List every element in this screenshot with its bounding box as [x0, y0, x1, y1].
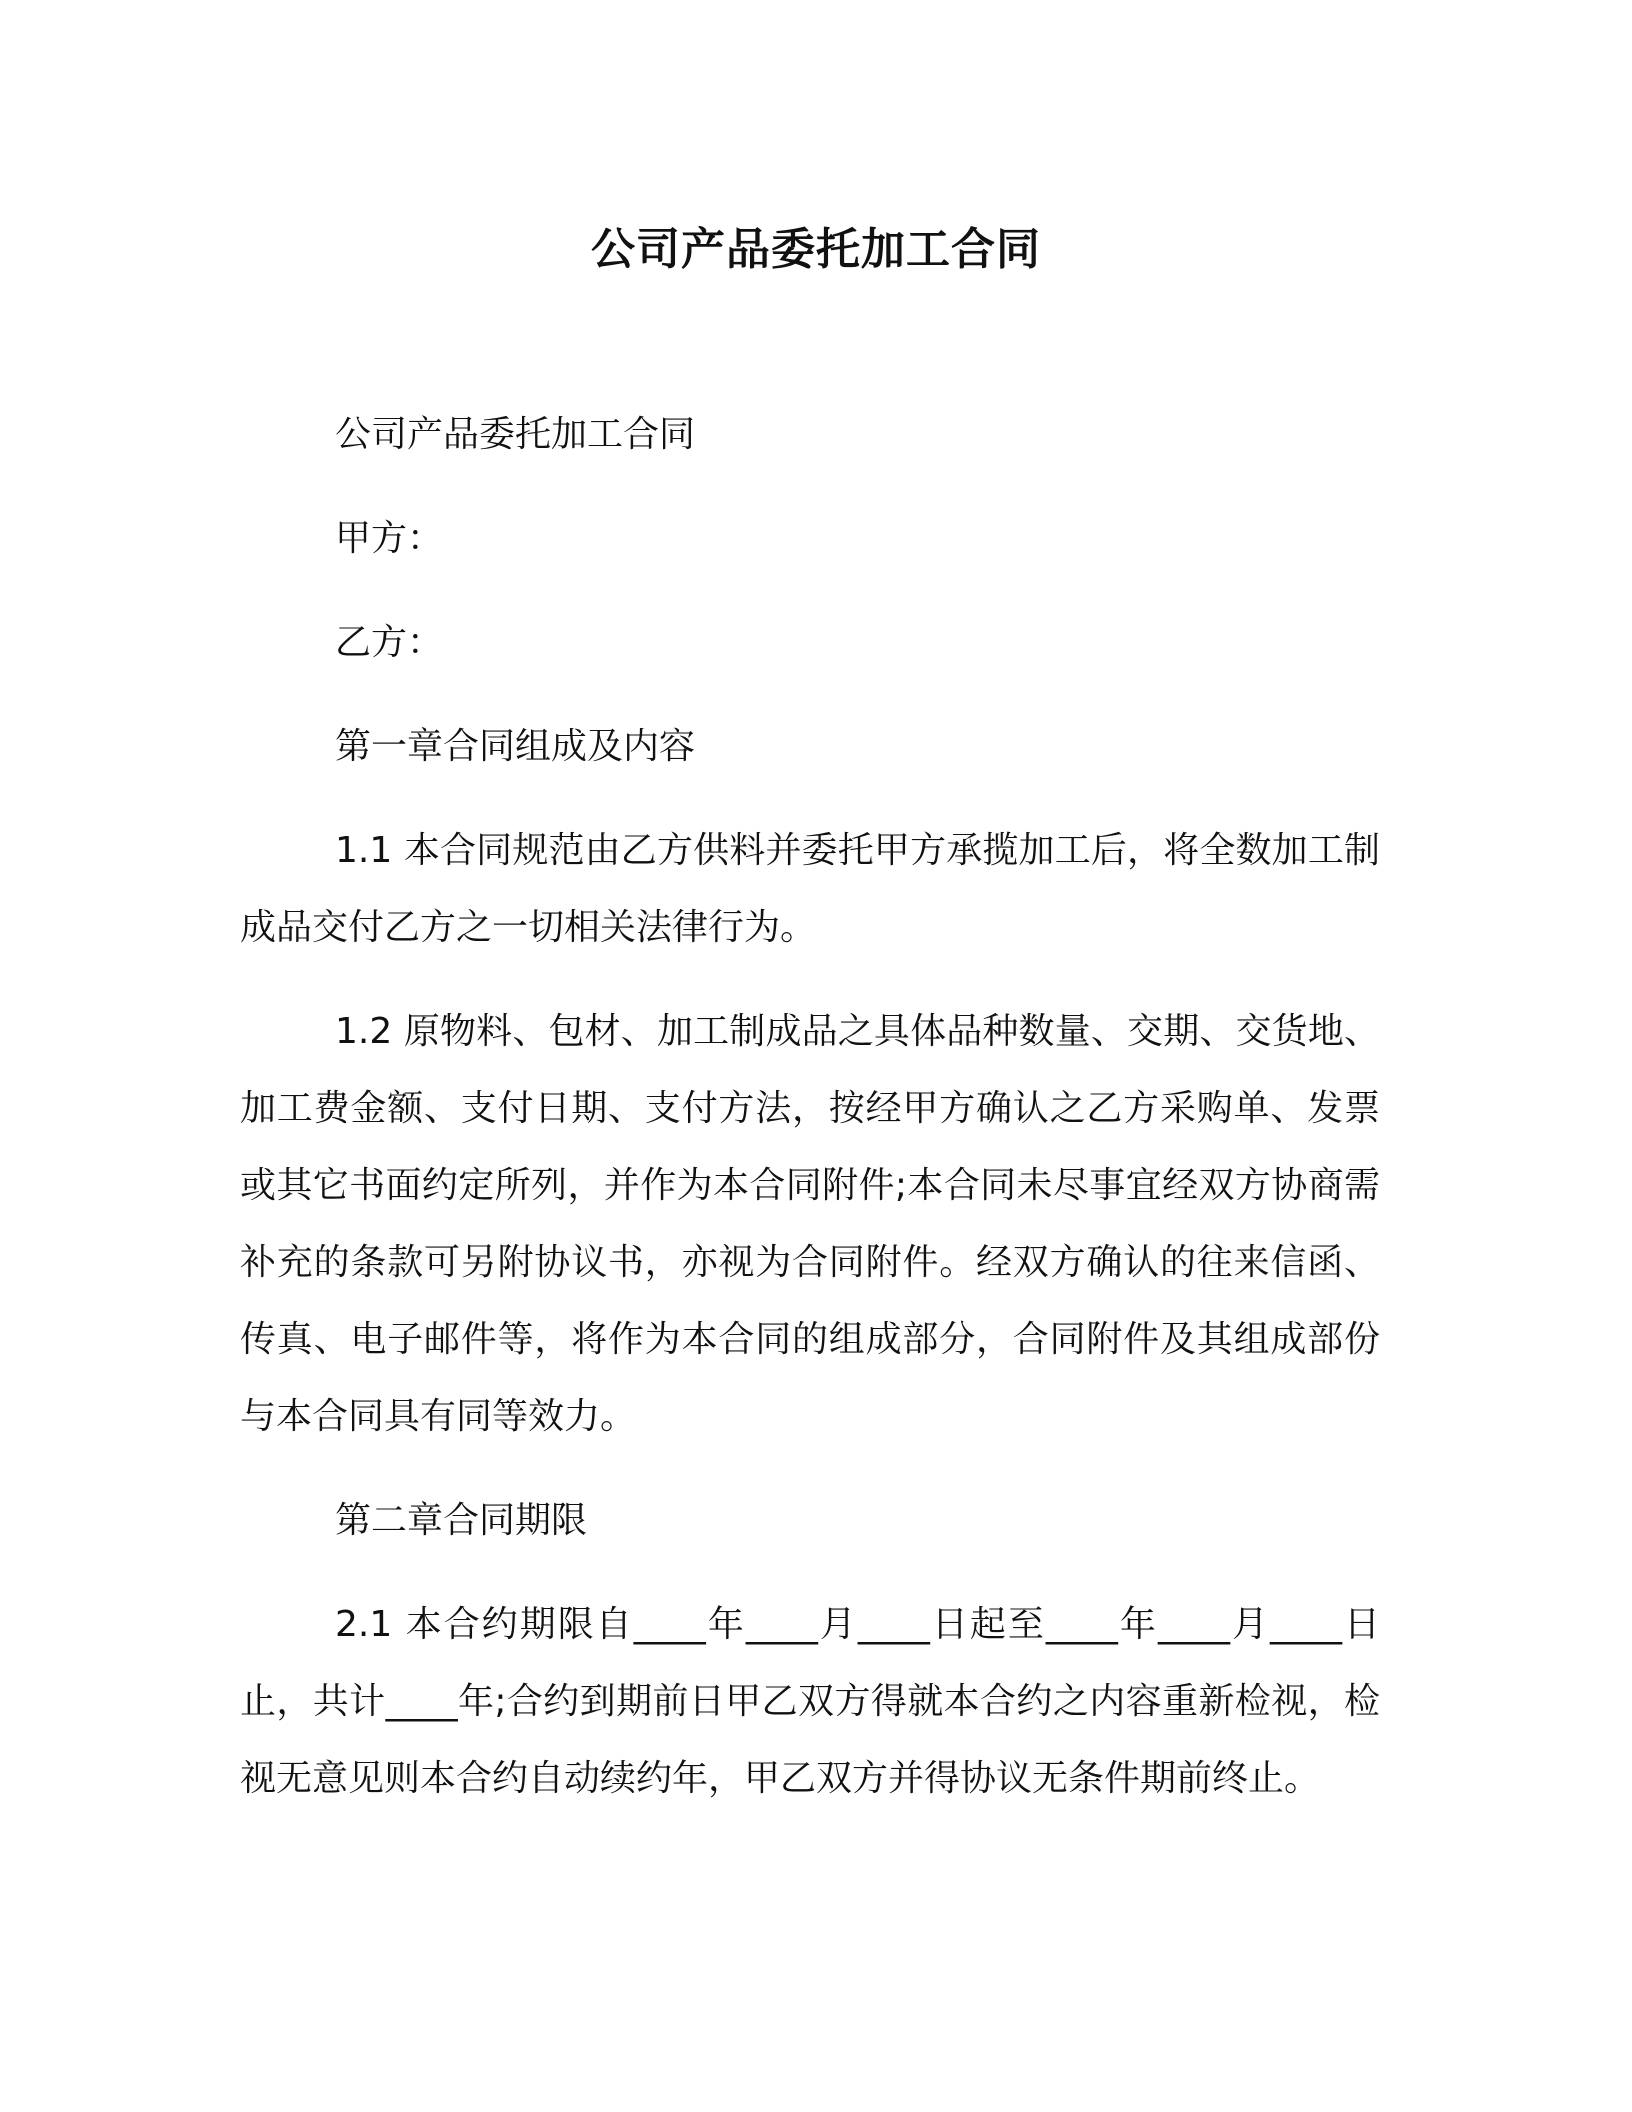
party-a-line: 甲方：: [335, 518, 444, 559]
chapter-2-heading: 第二章合同期限: [335, 1500, 588, 1541]
clause-1-2: 1.2 原物料、包材、加工制成品之具体品种数量、交期、交货地、加工费金额、支付日期、支付方法，按经甲方确认之乙方采购单、发票或其它书面约定所列，并作为本合同附件;本合同未尽事宜经双方协商需补充的条款可另附协议书，亦视为合同附件。经双方确认的往来信函、传真、电子邮件等，将作为本合同的组成部分，合同附件及其组成部份与本合同具有同等效力。: [240, 1011, 1380, 1437]
contract-heading: 公司产品委托加工合同: [335, 414, 696, 455]
clause-2-1: 2.1 本合约期限自____年____月____日起至____年____月____日止，共计____年;合约到期前日甲乙双方得就本合约之内容重新检视，检视无意见则本合约自动续约年，甲乙双方并得协议无条件期前终止。: [240, 1604, 1380, 1799]
chapter-1-heading: 第一章合同组成及内容: [335, 726, 696, 767]
document-title: 公司产品委托加工合同: [591, 224, 1041, 275]
party-b-line: 乙方：: [335, 622, 444, 663]
document-body: [240, 396, 1380, 1844]
clause-1-1: 1.1 本合同规范由乙方供料并委托甲方承揽加工后，将全数加工制成品交付乙方之一切相关法律行为。: [240, 830, 1380, 948]
